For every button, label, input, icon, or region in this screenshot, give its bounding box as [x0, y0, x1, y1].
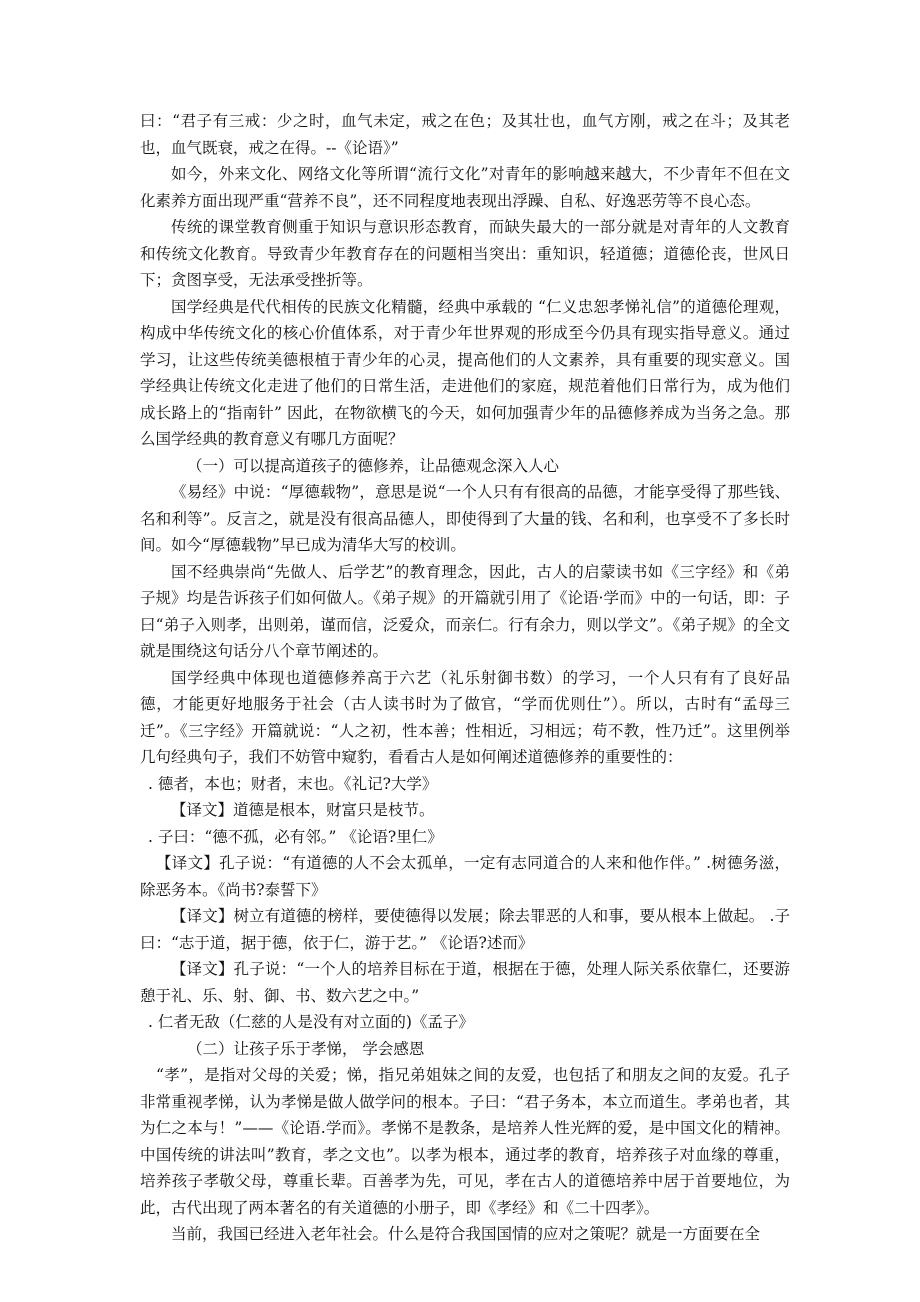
translation-shuer: 【译文】孔子说：“一个人的培养目标在于道，根据在于德，处理人际关系依靠仁，还要游憩于礼、乐、射、御、书、数六艺之中。”: [140, 960, 790, 1005]
paragraph-classroom-education: 传统的课堂教育侧重于知识与意识形态教育，而缺失最大的一部分就是对青年的人文教育和传统文化教育。导致青少年教育存在的问题相当突出：重知识，轻道德；道德伦丧，世风日下；贪图享受，无法承受挫折等。: [140, 218, 790, 289]
paragraph-aging-society: 当前，我国已经进入老年社会。什么是符合我国国情的应对之策呢？就是一方面要在全: [171, 1225, 761, 1243]
paragraph-classics-essence: 国学经典是代代相传的民族文化精髓，经典中承载的 “仁义忠恕孝悌礼信”的道德伦理观，构成中华传统文化的核心价值体系，对于青少年世界观的形成至今仍具有现实指导意义。通过学习，让这些传统美德根植于青少年的心灵，提高他们的人文素养，具有重要的现实意义。国学经典让传统文化走进了他们的日常生活，走进他们的家庭，规范着他们日常行为，成为他们成长路上的“指南针” 因此，在物欲横飞的今天，如何加强青少年的品德修养成为当务之急。那么国学经典的教育意义有哪几方面呢？: [140, 297, 790, 448]
paragraph-virtue-over-arts: 国学经典中体现也道德修养高于六艺（礼乐射御书数）的学习，一个人只有有了良好品德，才能更好地服务于社会（古人读书时为了做官，“学而优则仕”）。所以，古时有“孟母三迁”。《三字经》开篇就说：“人之初，性本善；性相近，习相远；苟不教，性乃迁”。这里例举几句经典句子，我们不妨管中窥豹，看看古人是如何阐述道德修养的重要性的：: [140, 668, 790, 766]
translation-liji: 【译文】道德是根本，财富只是枝节。: [171, 801, 435, 819]
translation-shangshu: 【译文】树立有道德的榜样，要使德得以发展；除去罪恶的人和事，要从根本上做起。 .子曰：“志于道，据于德，依于仁，游于艺。” 《论语?述而》: [140, 907, 790, 952]
quote-mengzi: . 仁者无敌（仁慈的人是没有对立面的)《孟子》: [148, 1013, 474, 1031]
paragraph-pop-culture: 如今，外来文化、网络文化等所谓“流行文化”对青年的影响越来越大，不少青年不但在文化素养方面出现严重“营养不良”，还不同程度地表现出浮躁、自私、好逸恶劳等不良心态。: [140, 165, 790, 210]
paragraph-yijing: 《易经》中说：“厚德载物”，意思是说“一个人只有有很高的品德，才能享受得了那些钱、名和利等”。反言之，就是没有很高品德人，即使得到了大量的钱、名和利，也享受不了多长时间。如今“厚德载物”早已成为清华大写的校训。: [140, 483, 790, 554]
section-heading-1: （一）可以提高道孩子的德修养，让品德观念深入人心: [187, 456, 560, 475]
paragraph-dizigui: 国不经典崇尚“先做人、后学艺”的教育理念，因此，古人的启蒙读书如《三字经》和《弟子规》均是告诉孩子们如何做人。《弟子规》的开篇就引用了《论语·学而》中的一句话，即：子曰“弟子入则孝，出则弟，谨而信，泛爱众，而亲仁。行有余力，则以学文”。《弟子规》的全文就是围绕这句话分八个章节阐述的。: [140, 562, 790, 660]
document-body: [140, 108, 790, 1248]
section-heading-2: （二）让孩子乐于孝悌， 学会感恩: [187, 1039, 425, 1058]
paragraph-analects-three-warnings: 曰：“君子有三戒：少之时，血气未定，戒之在色；及其壮也，血气方刚，戒之在斗；及其老也，血气既衰，戒之在得。--《论语》”: [140, 112, 790, 157]
paragraph-filial-piety: “孝”，是指对父母的关爱；悌，指兄弟姐妹之间的友爱，也包括了和朋友之间的友爱。孔子非常重视孝悌，认为孝悌是做人做学问的根本。子曰：“君子务本，本立而道生。孝弟也者，其为仁之本与！”——《论语.学而》。孝悌不是教条，是培养人性光辉的爱，是中国文化的精神。中国传统的讲法叫”教育，孝之文也”。以孝为根本，通过孝的教育，培养孩子对血缘的尊重，培养孩子孝敬父母，尊重长辈。百善孝为先，可见，孝在古人的道德培养中居于首要地位，为此，古代出现了两本著名的有关道德的小册子，即《孝经》和《二十四孝》。: [140, 1066, 790, 1217]
quote-liren: . 子曰：“德不孤，必有邻。” 《论语?里仁》: [148, 827, 443, 846]
quote-liji: . 德者，本也；财者，末也。《礼记?大学》: [148, 774, 438, 793]
translation-liren: 【译文】孔子说：“有道德的人不会太孤单，一定有志同道合的人来和他作伴。” .树德务滋，除恶务本。《尚书?泰誓下》: [140, 854, 790, 899]
